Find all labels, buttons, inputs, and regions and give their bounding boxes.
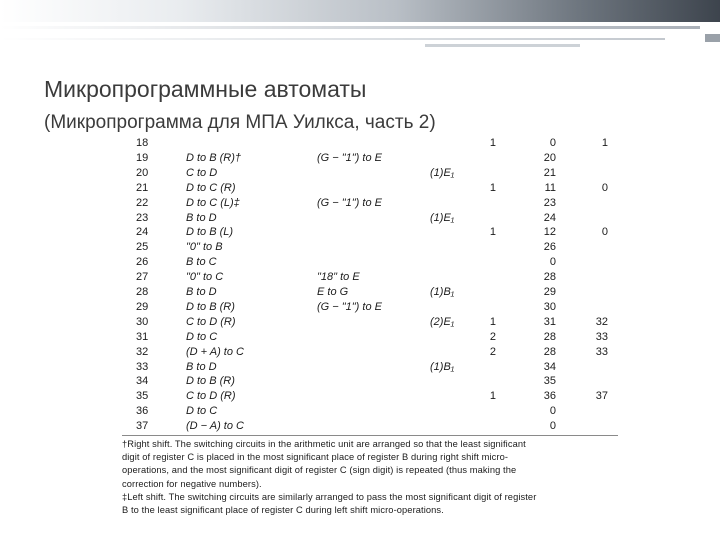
table-row <box>122 404 618 419</box>
footnote-line: B to the least significant place of register C during left shift micro-operations. <box>122 505 444 516</box>
next-address-1: 0 <box>601 181 608 194</box>
micro-operation-1: B to D <box>186 360 217 373</box>
row-number: 37 <box>136 420 149 433</box>
slide-subtitle: (Микропрограмма для МПА Уилкса, часть 2) <box>44 112 436 133</box>
next-address-flag: 1 <box>489 137 496 149</box>
table-row <box>122 166 618 181</box>
next-address-1: 1 <box>601 137 608 149</box>
table-row <box>122 196 618 211</box>
micro-operation-1: D to C (L)‡ <box>186 196 240 209</box>
row-number: 26 <box>136 256 149 269</box>
row-number: 23 <box>136 211 149 224</box>
next-address-0: 0 <box>549 137 556 149</box>
row-number: 25 <box>136 241 149 254</box>
row-number: 31 <box>136 330 149 343</box>
next-address-0: 29 <box>543 286 556 298</box>
header-stripe <box>0 38 665 40</box>
row-number: 33 <box>136 360 149 373</box>
header-stripe <box>0 26 700 29</box>
header-stripe <box>705 34 720 42</box>
condition: (1)B₁ <box>430 360 455 373</box>
row-number: 20 <box>136 166 149 179</box>
micro-operation-1: B to D <box>186 211 217 224</box>
next-address-0: 12 <box>543 226 556 239</box>
micro-operation-2: (G − "1") to E <box>317 196 382 209</box>
row-number: 18 <box>136 137 149 149</box>
micro-operation-1: "0" to C <box>186 271 224 284</box>
micro-operation-1: (D − A) to C <box>186 420 244 433</box>
next-address-0: 28 <box>543 345 556 358</box>
table-row <box>122 255 618 270</box>
footnote-separator <box>122 435 618 436</box>
footnote-line: ‡Left shift. The switching circuits are similarly arranged to pass the most significant digit of register <box>122 491 537 502</box>
table-row <box>122 360 618 375</box>
next-address-flag: 1 <box>489 390 496 403</box>
next-address-flag: 1 <box>489 181 496 194</box>
row-number: 35 <box>136 390 149 403</box>
row-number: 36 <box>136 405 149 418</box>
row-number: 22 <box>136 196 149 209</box>
next-address-0: 30 <box>543 300 556 313</box>
next-address-0: 36 <box>543 390 556 403</box>
table-row <box>122 225 618 240</box>
next-address-flag: 2 <box>489 345 496 358</box>
footnote-line: correction for negative numbers). <box>122 478 262 489</box>
footnotes <box>122 438 618 517</box>
next-address-0: 24 <box>543 211 556 224</box>
header-gradient-band <box>0 0 720 22</box>
next-address-0: 34 <box>543 360 556 373</box>
row-number: 27 <box>136 271 149 284</box>
micro-operation-1: D to C (R) <box>186 181 236 194</box>
next-address-0: 31 <box>543 315 556 328</box>
condition: (1)E₁ <box>430 211 455 224</box>
table-row <box>122 330 618 345</box>
row-number: 24 <box>136 226 149 239</box>
next-address-1: 33 <box>595 345 608 358</box>
row-number: 30 <box>136 315 149 328</box>
next-address-0: 0 <box>549 256 556 269</box>
micro-operation-1: B to D <box>186 286 217 298</box>
table-row <box>122 181 618 196</box>
next-address-0: 0 <box>549 405 556 418</box>
micro-operation-1: D to B (R) <box>186 300 235 313</box>
next-address-0: 28 <box>543 330 556 343</box>
table-row <box>122 136 618 151</box>
table-row <box>122 240 618 255</box>
micro-operation-1: D to C <box>186 330 218 343</box>
micro-operation-1: D to C <box>186 405 218 418</box>
next-address-flag: 1 <box>489 226 496 239</box>
next-address-0: 20 <box>543 151 556 164</box>
micro-operation-1: C to D (R) <box>186 390 236 403</box>
next-address-1: 0 <box>601 226 608 239</box>
table-row <box>122 151 618 166</box>
next-address-flag: 2 <box>489 330 496 343</box>
micro-operation-1: D to B (R) <box>186 375 235 388</box>
next-address-1: 32 <box>595 315 608 328</box>
next-address-0: 21 <box>543 166 556 179</box>
table-row <box>122 419 618 434</box>
table-row <box>122 389 618 404</box>
condition: (2)E₁ <box>430 315 455 328</box>
micro-operation-1: "0" to B <box>186 241 223 254</box>
next-address-0: 28 <box>543 271 556 284</box>
micro-operation-2: (G − "1") to E <box>317 151 382 164</box>
micro-operation-2: E to G <box>317 286 349 298</box>
row-number: 21 <box>136 181 149 194</box>
microprogram-table-scan <box>122 136 618 536</box>
row-number: 28 <box>136 286 149 298</box>
next-address-1: 37 <box>595 390 608 403</box>
condition: (1)E₁ <box>430 166 455 179</box>
row-number: 32 <box>136 345 149 358</box>
header-stripe <box>425 44 580 47</box>
next-address-0: 35 <box>543 375 556 388</box>
next-address-flag: 1 <box>489 315 496 328</box>
next-address-1: 33 <box>595 330 608 343</box>
footnote-line: operations, and the most significant digit of register C (sign digit) is repeated (thus making the <box>122 465 517 476</box>
table-row <box>122 300 618 315</box>
row-number: 19 <box>136 151 149 164</box>
next-address-0: 23 <box>543 196 556 209</box>
micro-operation-2: "18" to E <box>317 271 360 284</box>
next-address-0: 11 <box>544 181 556 194</box>
micro-operation-1: B to C <box>186 256 217 269</box>
table-row <box>122 345 618 360</box>
decorative-header-bar <box>0 0 720 48</box>
micro-operation-1: D to B (R)† <box>186 151 242 164</box>
table-row <box>122 374 618 389</box>
slide-title: Микропрограммные автоматы <box>44 76 367 102</box>
micro-operation-1: D to B (L) <box>186 226 234 239</box>
next-address-0: 0 <box>549 420 556 433</box>
row-number: 29 <box>136 300 149 313</box>
next-address-0: 26 <box>543 241 556 254</box>
micro-operation-1: C to D <box>186 166 218 179</box>
table-row <box>122 211 618 226</box>
table-row <box>122 270 618 285</box>
micro-operation-1: C to D (R) <box>186 315 236 328</box>
micro-operation-2: (G − "1") to E <box>317 300 382 313</box>
table-row <box>122 315 618 330</box>
condition: (1)B₁ <box>430 286 455 298</box>
footnote-line: †Right shift. The switching circuits in the arithmetic unit are arranged so that the least significant <box>122 439 526 449</box>
table-row <box>122 285 618 300</box>
micro-operation-1: (D + A) to C <box>186 345 244 358</box>
footnote-line: digit of register C is placed in the most significant place of register B during right shift micro- <box>122 452 509 463</box>
row-number: 34 <box>136 375 149 388</box>
